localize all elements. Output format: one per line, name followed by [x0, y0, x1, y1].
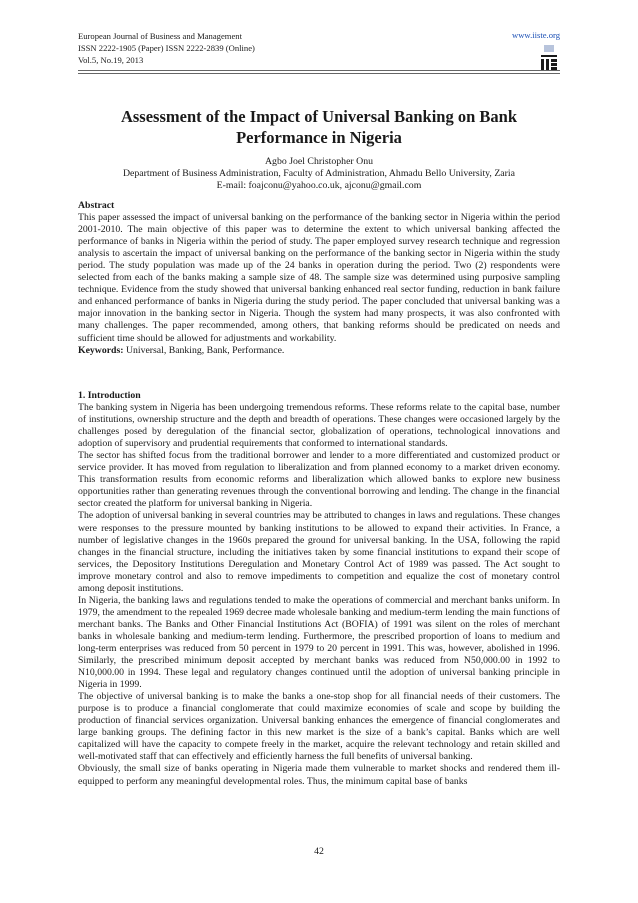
journal-name: European Journal of Business and Management	[78, 31, 242, 41]
intro-paragraph: In Nigeria, the banking laws and regulations tended to make the operations of commercial and merchant banks uniform. In 1979, the amendment to the repealed 1969 decree made wholesale banking and medium-term lending the main functions of merchant banks. The Banks and Other Financial Institutions Act (BOFIA) of 1991 was silent on the roles of merchant banks in wholesale banking and medium-term lending. Furthermore, the prescribed proportion of loans to medium and long-term enterprises was reduced from 50 percent in 1979 to 20 percent in 1991. This was, however, abolished in 1996. Similarly, the prescribed minimum deposit accepted by merchant banks was reduced from N50,000.00 in 1992 to N10,000.00 in 1994. These legal and regulatory changes continued until the adoption of universal banking principle in Nigeria in 1999.	[78, 594, 560, 691]
article-title	[78, 106, 560, 148]
abstract-heading: Abstract	[78, 200, 115, 211]
introduction-heading: 1. Introduction	[78, 390, 141, 401]
iiste-logo	[538, 42, 560, 72]
author-name: Agbo Joel Christopher Onu	[264, 156, 374, 167]
keywords-label: Keywords:	[78, 344, 124, 356]
author-affiliation: Department of Business Administration, Faculty of Administration, Ahmadu Bello University, Zaria	[122, 168, 515, 179]
keywords-text: Universal, Banking, Bank, Performance.	[123, 344, 285, 356]
intro-paragraph: The sector has shifted focus from the traditional borrower and lender to a more differentiated and customized product or service provider. It has moved from regulation to liberalization and from planned economy to a market driven economy. This transformation results from economic reforms and liberalization which allowed banks to explore new business opportunities rather than generating revenues through the conventional borrowing and lending. The change in the financial sector created the platform for universal banking in Nigeria.	[78, 450, 560, 510]
intro-paragraph: The banking system in Nigeria has been undergoing tremendous reforms. These reforms relate to the capital base, number of institutions, ownership structure and the depth and breadth of operations. These changes were occasioned largely by the challenges posed by deregulation of the financial sector, globalization of operations, technological innovations and adoption of supervisory and prudential requirements that conformed to international standards.	[78, 402, 560, 450]
intro-paragraph: The adoption of universal banking in several countries may be attributed to changes in laws and regulations. These changes were responses to the pressure mounted by banking institutions to be allowed to expand their activities. In France, a number of legislative changes in the 1960s prepared the ground for universal banking. In the USA, following the rapid changes in the financial structure, including the initiatives taken by some financial institutions to expand their scope of services, the Depository Institutions Deregulation and Monetary Control Act of 1989 was passed. The Act sought to improve monetary control and also to remove impediments to competition and equalize the cost of monetary control among deposit institutions.	[78, 510, 560, 594]
introduction-section	[78, 390, 560, 788]
abstract-text: This paper assessed the impact of universal banking on the performance of the banking sector in Nigeria within the period 2001-2010. The main objective of this paper was to determine the extent to which universal banking affected the performance of banks in Nigeria within the period of study. The paper employed survey research technique and regression analysis to ascertain the impact of universal banking on the performance of the banking sector in Nigeria within the study period. The study population was made up of the 24 banks in operation during the period. Two (2) respondents were selected from each of the banks making a sample size of 48. The sample size was determined using purposive sampling technique. Evidence from the study showed that universal banking enhanced real sector funding, reduction in bank failure and enhanced performance of banks in Nigeria during the study period. The paper concluded that universal banking was a major innovation in the banking sector in Nigeria. Though the system had many prospects, it was also confronted with many challenges. The paper recommended, among others, that banking reforms should be predicated on needs and sufficient time should be allowed for adjustments and workability.	[78, 212, 560, 344]
title-line-1: Assessment of the Impact of Universal Banking on Bank	[120, 107, 518, 126]
page-number: 42	[314, 846, 324, 857]
journal-issn: ISSN 2222-1905 (Paper) ISSN 2222-2839 (Online)	[78, 43, 255, 53]
journal-url-link[interactable]: www.iiste.org	[512, 30, 560, 40]
intro-paragraph: Obviously, the small size of banks operating in Nigeria made them vulnerable to market shocks and rendered them ill-equipped to perform any meaningful developmental roles. Thus, the minimum capital base of banks	[78, 763, 560, 787]
title-line-2: Performance in Nigeria	[236, 128, 402, 147]
keywords-line	[78, 345, 560, 357]
intro-paragraph: The objective of universal banking is to make the banks a one-stop shop for all financial needs of their customers. The purpose is to produce a financial conglomerate that could maximize economies of scale and scope by building the production of financial services organization. Universal banking enhances the emergence of financial conglomerates and large banking groups. The defining factor in this new market is the size of a bank’s capital. Banks which are well capitalized will have the capacity to compete freely in the market, acquire the relevant technology and retain skilled and well-motivated staff that can effectively and efficiently harness the full benefits of universal banking.	[78, 691, 560, 763]
abstract-section	[78, 200, 560, 357]
author-email: E-mail: foajconu@yahoo.co.uk, ajconu@gmail.com	[216, 180, 422, 191]
journal-volume: Vol.5, No.19, 2013	[78, 55, 144, 65]
header-rule	[78, 70, 560, 71]
header-rule-2	[78, 73, 560, 74]
